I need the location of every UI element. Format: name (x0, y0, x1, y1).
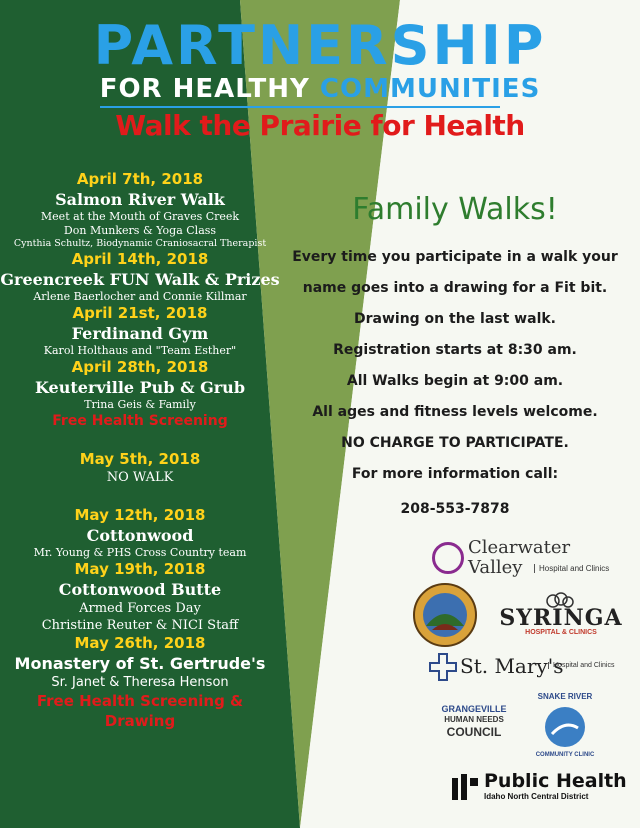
walk-detail: Mr. Young & PHS Cross Country team (33, 546, 247, 559)
walk-item (0, 250, 280, 304)
walk-item (0, 560, 280, 634)
syringa-sub: HOSPITAL & CLINICS (525, 629, 597, 636)
subtitle-communities: COMMUNITIES (319, 74, 541, 104)
walk-place: Keuterville Pub & Grub (35, 378, 245, 397)
family-walks-heading: Family Walks! (352, 192, 558, 227)
walk-detail: Armed Forces Day (79, 601, 201, 616)
walk-place: Greencreek FUN Walk & Prizes (0, 270, 280, 289)
info-line: For more information call: (351, 466, 559, 482)
title-partnership: PARTNERSHIP (93, 14, 547, 77)
walk-detail: Arlene Baerlocher and Connie Killmar (33, 290, 247, 303)
walk-detail: Christine Reuter & NICI Staff (41, 618, 239, 633)
info-line: Every time you participate in a walk your (292, 249, 618, 265)
walk-detail: Don Munkers & Yoga Class (63, 224, 217, 237)
walk-item (0, 634, 280, 731)
walk-item (0, 304, 280, 358)
clearwater-sub: Hospital and Clinics (534, 564, 609, 573)
walk-place: Ferdinand Gym (71, 324, 209, 343)
info-line: All ages and fitness levels welcome. (312, 404, 598, 420)
info-line: All Walks begin at 9:00 am. (346, 373, 564, 389)
public-health-icon (450, 772, 480, 802)
screening-note: Free Health Screening & Drawing (36, 692, 244, 730)
walk-item (0, 358, 280, 430)
walk-detail: Sr. Janet & Theresa Henson (51, 675, 229, 690)
grangeville-line1: GRANGEVILLE (441, 704, 507, 714)
tagline: Walk the Prairie for Health (115, 109, 525, 142)
clearwater-logo (432, 538, 622, 582)
stmarys-sub: Hospital and Clinics (548, 662, 614, 669)
info-line: Drawing on the last walk. (353, 311, 556, 327)
walk-detail: Cynthia Schultz, Biodynamic Craniosacral Therapist (13, 238, 267, 249)
screening-note: Free Health Screening (52, 413, 228, 429)
seal-icon (412, 582, 478, 648)
walk-place: Cottonwood (86, 526, 194, 545)
syringa-name: SYRINGA (499, 605, 623, 631)
subtitle-healthy: FOR HEALTHY (99, 74, 310, 104)
walk-detail: NO WALK (106, 470, 174, 485)
clearwater-name: Clearwater (468, 537, 571, 558)
stmarys-name: St. Mary's (460, 654, 564, 678)
snake-river-logo (530, 692, 600, 762)
syringa-logo (496, 592, 626, 638)
info-panel (290, 190, 620, 525)
walk-date: May 26th, 2018 (74, 634, 206, 652)
walk-item (0, 450, 280, 486)
info-line: Registration starts at 8:30 am. (333, 342, 577, 358)
walk-date: April 14th, 2018 (71, 250, 209, 268)
walk-schedule (0, 170, 280, 731)
cross-icon (428, 652, 458, 682)
stmarys-logo (428, 652, 628, 684)
public-health-logo (450, 770, 630, 810)
public-health-name: Public Health (484, 770, 627, 792)
walk-date: April 7th, 2018 (76, 170, 204, 188)
clearwater-valley: Valley (468, 557, 523, 578)
grangeville-line2: HUMAN NEEDS (444, 715, 504, 724)
tribal-seal-logo (412, 582, 478, 648)
title-subtitle (0, 74, 640, 104)
walk-detail: Karol Holthaus and "Team Esther" (43, 344, 237, 357)
walk-date: May 19th, 2018 (74, 560, 206, 578)
header (0, 0, 640, 150)
clearwater-ring-icon (432, 542, 464, 574)
walk-detail: Meet at the Mouth of Graves Creek (40, 210, 240, 223)
walk-place: Monastery of St. Gertrude's (14, 654, 266, 673)
walk-item (0, 506, 280, 560)
walk-date: May 12th, 2018 (74, 506, 206, 524)
walk-place: Salmon River Walk (55, 190, 225, 209)
snake-river-name: SNAKE RIVER (537, 692, 593, 701)
grangeville-logo (434, 704, 514, 744)
walk-place: Cottonwood Butte (58, 580, 222, 599)
walk-date: April 28th, 2018 (71, 358, 209, 376)
grangeville-line3: COUNCIL (446, 725, 502, 739)
walk-item (0, 170, 280, 250)
sponsor-logos (410, 532, 630, 822)
info-line: NO CHARGE TO PARTICIPATE. (341, 435, 569, 451)
walk-date: April 21st, 2018 (72, 304, 208, 322)
info-line: name goes into a drawing for a Fit bit. (302, 280, 608, 296)
snake-river-sub: COMMUNITY CLINIC (535, 752, 595, 758)
walk-detail: Trina Geis & Family (84, 398, 196, 411)
public-health-sub: Idaho North Central District (484, 792, 589, 801)
walk-date: May 5th, 2018 (79, 450, 201, 468)
phone-number: 208-553-7878 (400, 501, 510, 517)
